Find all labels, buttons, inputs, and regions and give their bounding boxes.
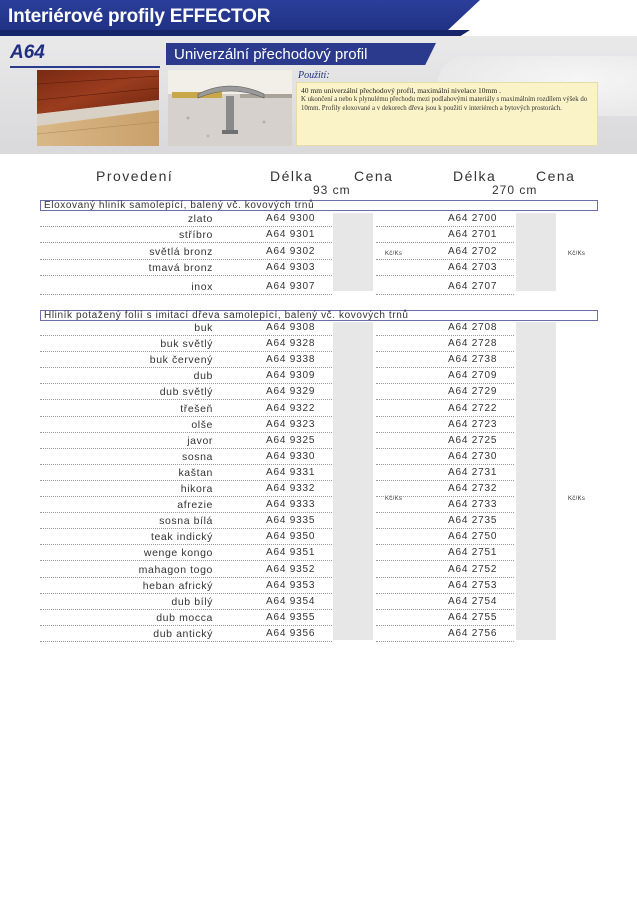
product-code-93cm: A64 9323 bbox=[266, 418, 316, 430]
product-code-270cm: A64 2732 bbox=[448, 483, 498, 494]
profile-photo-image bbox=[37, 70, 159, 146]
product-code-270cm: A64 2756 bbox=[448, 627, 498, 639]
table-row bbox=[40, 433, 598, 449]
product-code-93cm: A64 9328 bbox=[266, 338, 316, 350]
product-code-270cm: A64 2735 bbox=[448, 515, 498, 527]
usage-description: K ukončení a nebo k plynulému přechodu mezi podlahovými materiály s maximálním rozdílem výšek do 10mm. Profily eloxované a v dekorech dřeva jsou k použití v interiérech a bytových prostorách. bbox=[301, 96, 588, 112]
product-code-93cm: A64 9350 bbox=[266, 531, 316, 543]
product-code-270cm: A64 2709 bbox=[448, 370, 498, 382]
variant-name: mahagon togo bbox=[138, 563, 213, 576]
table-row bbox=[40, 449, 598, 465]
variant-name: sosna bbox=[181, 450, 213, 463]
profile-cross-section-image bbox=[168, 70, 292, 146]
usage-summary: 40 mm univerzální přechodový profil, maximální nivelace 10mm . bbox=[301, 86, 501, 95]
column-header-variant: Provedení bbox=[96, 168, 174, 184]
table-row bbox=[40, 260, 598, 276]
product-code-93cm: A64 9338 bbox=[266, 354, 316, 366]
product-code-270cm: A64 2700 bbox=[448, 213, 498, 224]
product-code-270cm: A64 2755 bbox=[448, 611, 498, 623]
price-unit-wood-93: Kč/Ks bbox=[385, 496, 403, 502]
table-row bbox=[40, 545, 598, 561]
row-divider bbox=[40, 275, 332, 276]
variant-name: dub mocca bbox=[156, 611, 213, 624]
table-row bbox=[40, 626, 598, 642]
row-divider bbox=[376, 641, 514, 642]
product-code-93cm: A64 9335 bbox=[266, 515, 316, 527]
variant-name: zlato bbox=[187, 213, 213, 225]
product-code-270cm: A64 2703 bbox=[448, 262, 498, 274]
table-row bbox=[40, 384, 598, 400]
product-code-270cm: A64 2707 bbox=[448, 280, 498, 292]
product-code-270cm: A64 2752 bbox=[448, 563, 498, 575]
column-header-price-270: Cena bbox=[536, 168, 576, 184]
table-row bbox=[40, 578, 598, 594]
product-code-93cm: A64 9329 bbox=[266, 386, 316, 398]
variant-name: dub bílý bbox=[171, 595, 213, 608]
product-code-270cm: A64 2728 bbox=[448, 338, 498, 350]
product-code-93cm: A64 9333 bbox=[266, 499, 316, 511]
variant-name: sosna bílá bbox=[159, 515, 213, 528]
table-row bbox=[40, 401, 598, 417]
product-code-93cm: A64 9330 bbox=[266, 450, 316, 462]
cross-section-drawing bbox=[168, 70, 292, 146]
variant-name: heban africký bbox=[142, 579, 213, 592]
variant-name: inox bbox=[191, 280, 213, 293]
product-code-270cm: A64 2701 bbox=[448, 229, 498, 241]
variant-name: wenge kongo bbox=[143, 547, 213, 560]
column-header-length-93: Délka bbox=[270, 168, 314, 184]
product-code-270cm: A64 2754 bbox=[448, 595, 498, 607]
variant-name: afrezie bbox=[177, 499, 213, 512]
product-code-93cm: A64 9325 bbox=[266, 434, 316, 446]
product-code-270cm: A64 2725 bbox=[448, 434, 498, 446]
variant-name: dub bbox=[193, 370, 213, 383]
table-row bbox=[40, 368, 598, 384]
table-row bbox=[40, 279, 598, 295]
section-title-wood-foil: Hliník potažený folií s imitací dřeva samolepící, balený vč. kovových trnů bbox=[44, 310, 409, 321]
product-code-93cm: A64 9302 bbox=[266, 245, 316, 257]
product-code-270cm: A64 2729 bbox=[448, 386, 498, 398]
product-code-93cm: A64 9352 bbox=[266, 563, 316, 575]
product-code-270cm: A64 2702 bbox=[448, 245, 498, 257]
product-code-93cm: A64 9332 bbox=[266, 483, 316, 494]
product-code-270cm: A64 2731 bbox=[448, 466, 498, 478]
product-code-270cm: A64 2753 bbox=[448, 579, 498, 591]
product-code: A64 bbox=[10, 42, 45, 63]
variant-name: buk bbox=[194, 322, 213, 334]
product-code-93cm: A64 9322 bbox=[266, 402, 316, 414]
table-row bbox=[40, 227, 598, 243]
table-row bbox=[40, 244, 598, 260]
length-270-value: 270 cm bbox=[492, 183, 538, 197]
product-code-270cm: A64 2751 bbox=[448, 547, 498, 559]
product-code-93cm: A64 9356 bbox=[266, 627, 316, 639]
product-code-270cm: A64 2733 bbox=[448, 499, 498, 511]
row-divider bbox=[376, 275, 514, 276]
product-code-93cm: A64 9301 bbox=[266, 229, 316, 241]
variant-name: olše bbox=[191, 418, 213, 431]
table-row bbox=[40, 465, 598, 481]
row-divider bbox=[376, 294, 514, 295]
variant-name: buk světlý bbox=[160, 338, 213, 351]
column-header-length-270: Délka bbox=[453, 168, 497, 184]
section-title-anodized: Eloxovaný hliník samolepící, balený vč. kovových trnů bbox=[44, 200, 315, 211]
price-unit-wood-270: Kč/Ks bbox=[568, 496, 586, 502]
product-code-93cm: A64 9308 bbox=[266, 322, 316, 333]
variant-name: buk červený bbox=[149, 354, 213, 367]
variant-name: třešeň bbox=[180, 402, 213, 415]
variant-name: dub světlý bbox=[159, 386, 213, 399]
table-row bbox=[40, 320, 598, 336]
variant-name: světlá bronz bbox=[149, 245, 213, 258]
table-row bbox=[40, 481, 598, 497]
product-code-270cm: A64 2750 bbox=[448, 531, 498, 543]
accent-line bbox=[10, 66, 160, 68]
column-header-price-93: Cena bbox=[354, 168, 394, 184]
variant-name: teak indický bbox=[150, 531, 213, 544]
table-row bbox=[40, 417, 598, 433]
price-unit-anodized-93: Kč/Ks bbox=[385, 251, 403, 257]
product-code-270cm: A64 2708 bbox=[448, 322, 498, 333]
product-code-270cm: A64 2738 bbox=[448, 354, 498, 366]
product-code-93cm: A64 9303 bbox=[266, 262, 316, 274]
product-code-93cm: A64 9353 bbox=[266, 579, 316, 591]
product-code-93cm: A64 9354 bbox=[266, 595, 316, 607]
row-divider bbox=[40, 294, 332, 295]
variant-name: dub antický bbox=[153, 627, 213, 640]
table-row bbox=[40, 529, 598, 545]
price-unit-anodized-270: Kč/Ks bbox=[568, 251, 586, 257]
variant-name: javor bbox=[187, 434, 213, 447]
product-code-93cm: A64 9351 bbox=[266, 547, 316, 559]
product-code-270cm: A64 2723 bbox=[448, 418, 498, 430]
usage-label: Použití: bbox=[298, 70, 330, 81]
product-code-93cm: A64 9331 bbox=[266, 466, 316, 478]
variant-name: kaštan bbox=[178, 466, 213, 479]
table-row bbox=[40, 513, 598, 529]
product-code-93cm: A64 9309 bbox=[266, 370, 316, 382]
table-row bbox=[40, 336, 598, 352]
table-row bbox=[40, 594, 598, 610]
variant-name: hikora bbox=[180, 483, 213, 495]
table-row bbox=[40, 211, 598, 227]
product-code-93cm: A64 9300 bbox=[266, 213, 316, 224]
header-banner bbox=[0, 0, 637, 36]
product-code-93cm: A64 9355 bbox=[266, 611, 316, 623]
product-code-270cm: A64 2730 bbox=[448, 450, 498, 462]
product-code-270cm: A64 2722 bbox=[448, 402, 498, 414]
product-code-93cm: A64 9307 bbox=[266, 280, 316, 292]
variant-name: tmavá bronz bbox=[148, 262, 213, 275]
length-93-value: 93 cm bbox=[313, 183, 351, 197]
table-row bbox=[40, 610, 598, 626]
profile-photo bbox=[37, 70, 159, 146]
row-divider bbox=[40, 641, 332, 642]
variant-name: stříbro bbox=[179, 229, 213, 242]
brand-title: Interiérové profily EFFECTOR bbox=[8, 6, 271, 27]
table-row bbox=[40, 352, 598, 368]
product-subtitle: Univerzální přechodový profil bbox=[174, 46, 368, 63]
table-row bbox=[40, 562, 598, 578]
table-row bbox=[40, 497, 598, 513]
